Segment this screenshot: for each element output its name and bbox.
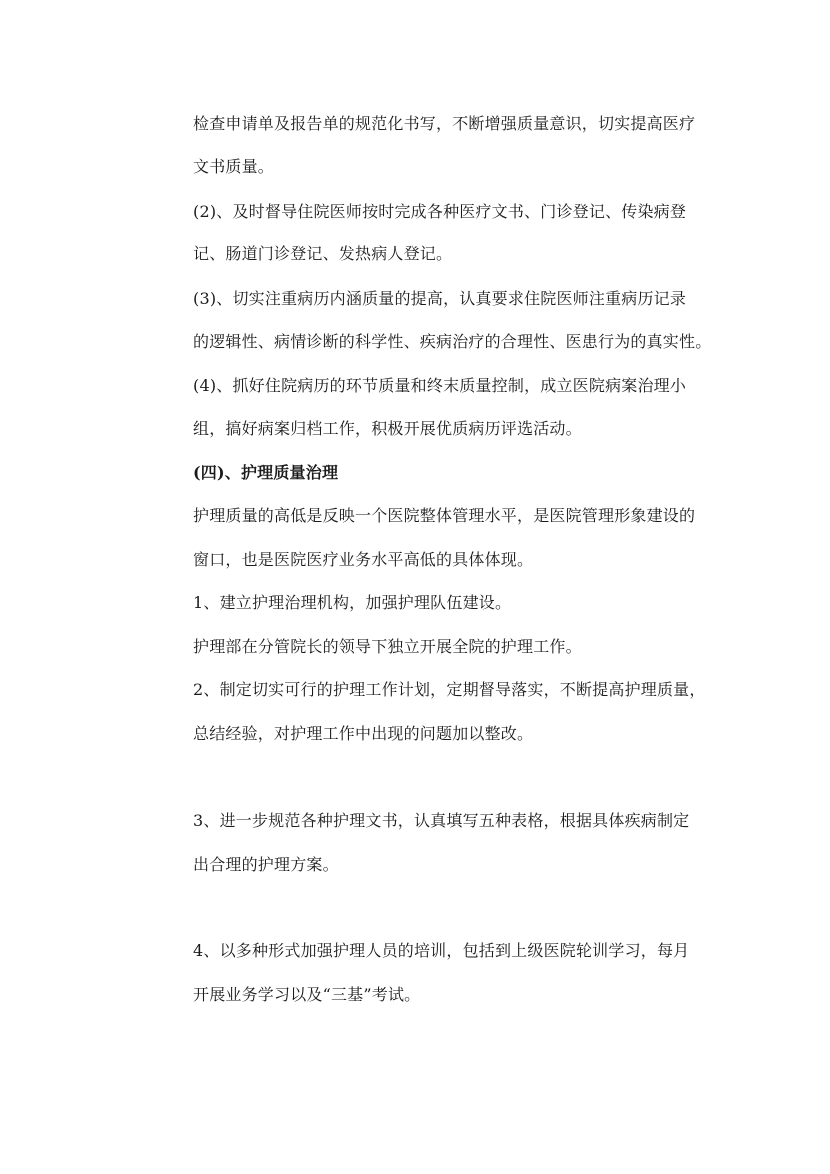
paragraph-line: 检查申请单及报告单的规范化书写，不断增强质量意识，切实提高医疗 — [193, 114, 696, 133]
paragraph-line: (2)、及时督导住院医师按时完成各种医疗文书、门诊登记、传染病登 — [193, 202, 687, 221]
paragraph-line: 3、进一步规范各种护理文书，认真填写五种表格，根据具体疾病制定 — [193, 811, 690, 830]
paragraph-line: 2、制定切实可行的护理工作计划，定期督导落实，不断提高护理质量， — [193, 680, 706, 699]
paragraph-line: 开展业务学习以及“三基”考试。 — [193, 985, 421, 1004]
paragraph-line: (4)、抓好住院病历的环节质量和终末质量控制，成立医院病案治理小 — [193, 376, 687, 395]
paragraph-line: 记、肠道门诊登记、发热病人登记。 — [193, 244, 453, 263]
paragraph-line: 1、建立护理治理机构，加强护理队伍建设。 — [193, 593, 512, 612]
paragraph-line: 窗口，也是医院医疗业务水平高低的具体体现。 — [193, 550, 534, 569]
paragraph-line: 总结经验，对护理工作中出现的问题加以整改。 — [193, 724, 534, 743]
paragraph-line: 出合理的护理方案。 — [193, 855, 339, 874]
paragraph-line: 的逻辑性、病情诊断的科学性、疾病治疗的合理性、医患行为的真实性。 — [193, 332, 712, 351]
paragraph-line: 护理质量的高低是反映一个医院整体管理水平，是医院管理形象建设的 — [193, 506, 696, 525]
paragraph-line: 组，搞好病案归档工作，积极开展优质病历评选活动。 — [193, 419, 582, 438]
paragraph-line: 文书质量。 — [193, 157, 275, 176]
paragraph-line: (3)、切实注重病历内涵质量的提高，认真要求住院医师注重病历记录 — [193, 289, 687, 308]
section-heading: (四)、护理质量治理 — [193, 463, 339, 482]
paragraph-line: 护理部在分管院长的领导下独立开展全院的护理工作。 — [193, 637, 582, 656]
paragraph-line: 4、以多种形式加强护理人员的培训，包括到上级医院轮训学习，每月 — [193, 941, 690, 960]
